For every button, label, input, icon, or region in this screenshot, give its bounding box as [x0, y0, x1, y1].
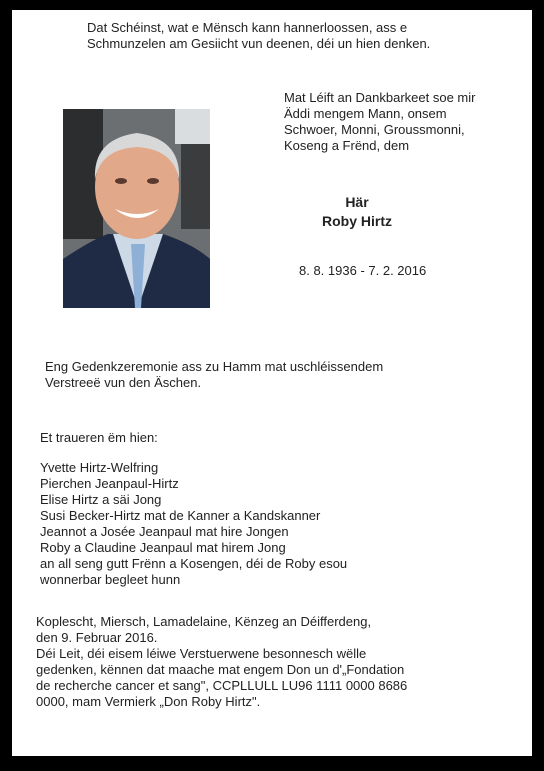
footer-line: Déi Leit, déi eisem léiwe Verstuerwene besonnesch wëlle: [36, 646, 367, 661]
dedication-text: [284, 90, 475, 154]
ceremony-line: Verstreeë vun den Äschen.: [45, 375, 202, 390]
dedication-line: Schwoer, Monni, Groussmonni,: [284, 122, 465, 137]
dedication-line: Mat Léift an Dankbarkeet soe mir: [284, 90, 476, 105]
mourner-line: Yvette Hirtz-Welfring: [40, 460, 159, 475]
portrait-photo: [63, 109, 210, 308]
mourner-line: Elise Hirtz a säi Jong: [40, 492, 162, 507]
mourner-line: Jeannot a Josée Jeanpaul mat hire Jongen: [40, 524, 289, 539]
mourner-line: an all seng gutt Frënn a Kosengen, déi de Roby esou: [40, 556, 348, 571]
mourners-heading: Et traueren ëm hien:: [40, 430, 158, 445]
mourner-line: wonnerbar begleet hunn: [40, 572, 181, 587]
footer-line: de recherche cancer et sang", CCPLLULL LU96 1111 0000 8686: [36, 678, 408, 693]
mourner-line: Susi Becker-Hirtz mat de Kanner a Kandskanner: [40, 508, 321, 523]
mourner-line: Roby a Claudine Jeanpaul mat hirem Jong: [40, 540, 286, 555]
ceremony-line: Eng Gedenkzeremonie ass zu Hamm mat uschléissendem: [45, 359, 384, 374]
quote-line: Dat Schéinst, wat e Mënsch kann hannerloossen, ass e: [87, 20, 408, 35]
dedication-line: Koseng a Frënd, dem: [284, 138, 410, 153]
deceased-name-block: [252, 193, 462, 231]
footer-line: gedenken, kënnen dat maache mat engem Don un d'„Fondation: [36, 662, 405, 677]
dedication-line: Äddi mengem Mann, onsem: [284, 106, 447, 121]
quote-line: Schmunzelen am Gesiicht vun deenen, déi un hien denken.: [87, 36, 431, 51]
honorific: Här: [345, 194, 369, 210]
life-dates: 8. 8. 1936 - 7. 2. 2016: [299, 263, 427, 278]
footer-line: den 9. Februar 2016.: [36, 630, 158, 645]
ceremony-text: [45, 359, 383, 391]
quote-text: [87, 20, 430, 52]
footer-line: 0000, mam Vermierk „Don Roby Hirtz".: [36, 694, 261, 709]
mourner-line: Pierchen Jeanpaul-Hirtz: [40, 476, 179, 491]
deceased-name: Roby Hirtz: [322, 213, 392, 229]
mourners-list: [40, 460, 347, 588]
footer-line: Koplescht, Miersch, Lamadelaine, Kënzeg an Déifferdeng,: [36, 614, 372, 629]
obituary-card: [12, 10, 532, 756]
footer-text: [36, 614, 407, 710]
